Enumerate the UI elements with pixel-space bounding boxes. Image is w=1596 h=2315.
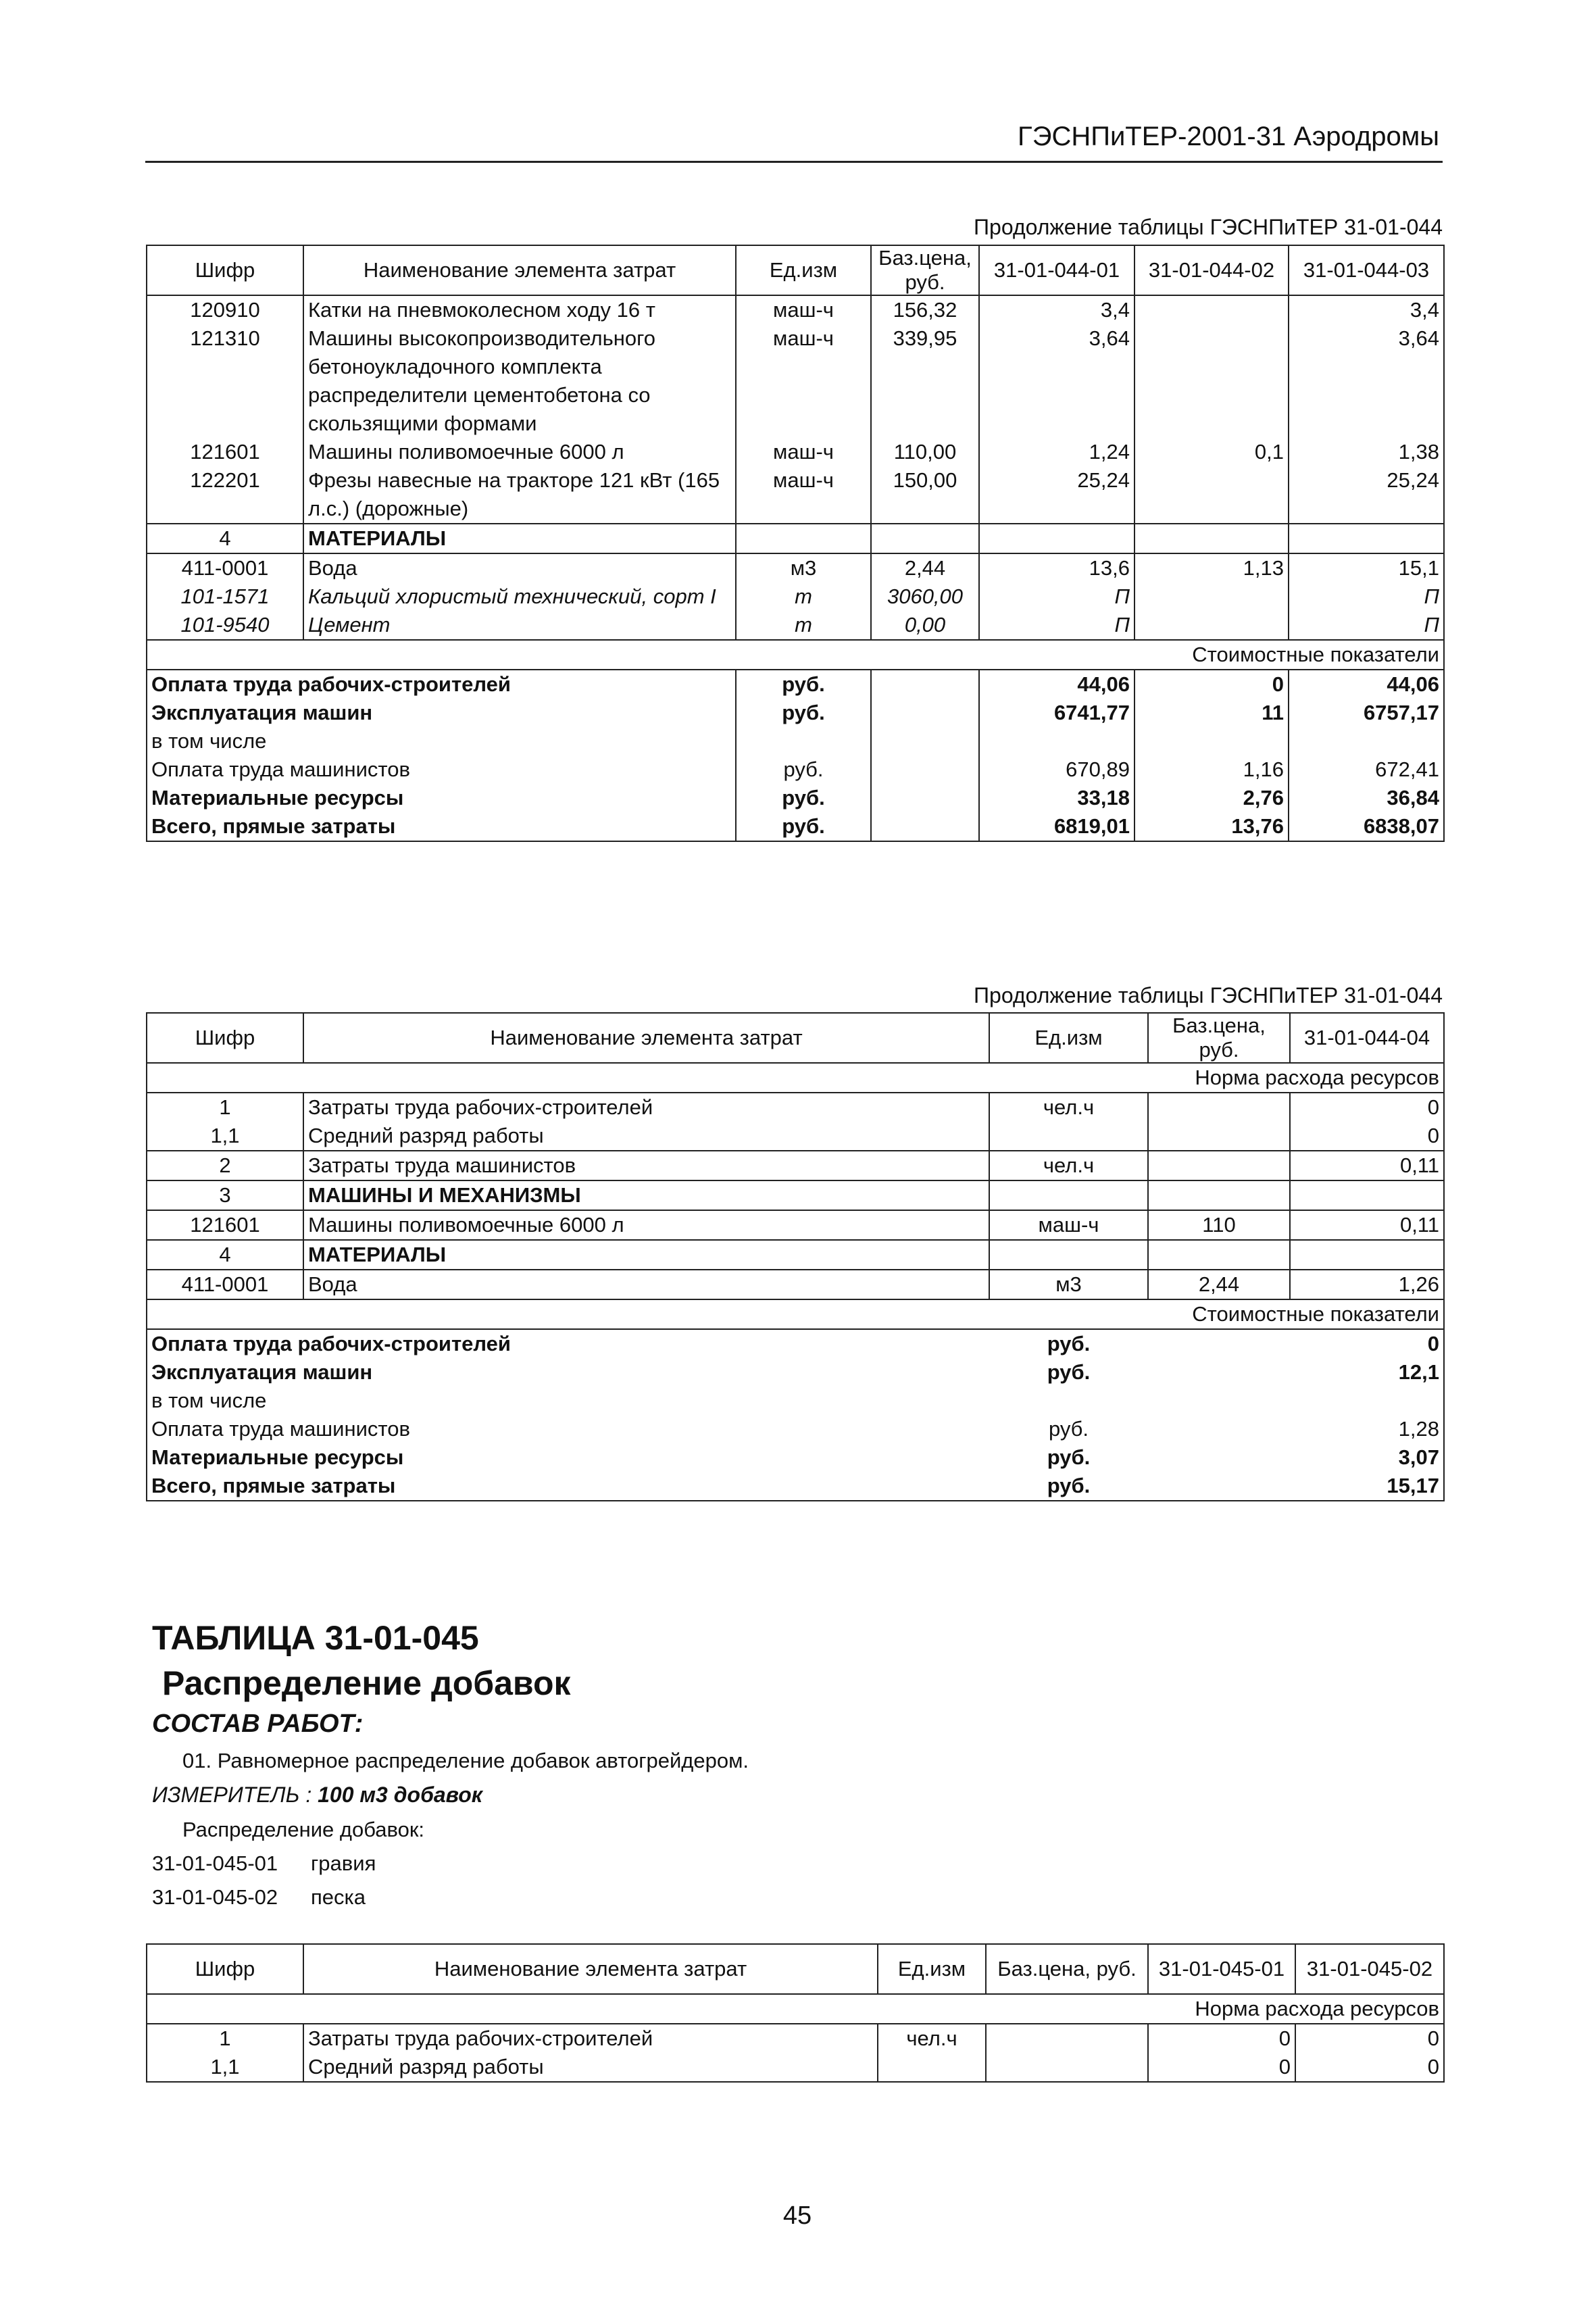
cost-row xyxy=(147,699,1444,727)
norm-label: Норма расхода ресурсов xyxy=(147,1063,1444,1093)
col-header: Баз.цена, руб. xyxy=(1148,1013,1290,1063)
row-price: 0,00 xyxy=(871,611,979,640)
row-price xyxy=(1148,1151,1290,1180)
row-code: 1,1 xyxy=(147,1122,303,1151)
cost-unit: руб. xyxy=(1048,1417,1089,1441)
row-price: 110,00 xyxy=(871,438,979,466)
cost-price xyxy=(1148,1329,1290,1358)
row-unit: маш-ч xyxy=(736,438,871,466)
row-code: 4 xyxy=(147,524,303,553)
row-name: Затраты труда рабочих-строителей xyxy=(303,1093,989,1122)
row-name: Средний разряд работы xyxy=(303,2053,878,2082)
header-rule xyxy=(145,161,1443,163)
col-header: Наименование элемента затрат xyxy=(303,1944,878,1994)
row-value: 0,1 xyxy=(1134,438,1289,466)
row-price xyxy=(871,524,979,553)
cost-row xyxy=(147,727,1444,755)
cost-name: в том числе xyxy=(147,1387,989,1415)
distribution-heading: Распределение добавок: xyxy=(182,1818,425,1841)
row-name: Фрезы навесные на тракторе 121 кВт (165 л.с.) (дорожные) xyxy=(303,466,736,524)
cost-unit: руб. xyxy=(736,784,871,812)
cost-value: 15,17 xyxy=(1290,1472,1444,1501)
norm-label-row xyxy=(147,1063,1444,1093)
cost-name: Материальные ресурсы xyxy=(147,784,736,812)
table2 xyxy=(146,1012,1445,1501)
cost-value: 1,28 xyxy=(1290,1415,1444,1443)
cost-label: Стоимостные показатели xyxy=(147,1299,1444,1329)
variant-item xyxy=(152,1851,376,1876)
row-value: 25,24 xyxy=(1289,466,1444,524)
col-header: 31-01-045-01 xyxy=(1148,1944,1295,1994)
cost-row xyxy=(147,784,1444,812)
cost-name: Эксплуатация машин xyxy=(147,699,736,727)
table-row xyxy=(147,1210,1444,1240)
row-value: 3,4 xyxy=(979,295,1134,324)
row-name: МАТЕРИАЛЫ xyxy=(303,524,736,553)
row-value: 0 xyxy=(1290,1093,1444,1122)
table3 xyxy=(146,1943,1445,2083)
cost-value: 36,84 xyxy=(1289,784,1444,812)
table-row xyxy=(147,295,1444,324)
row-value: 0 xyxy=(1295,2053,1444,2082)
row-price xyxy=(1148,1240,1290,1270)
row-unit xyxy=(736,524,871,553)
row-value: 0 xyxy=(1148,2024,1295,2053)
cost-value xyxy=(1290,1387,1444,1415)
row-value xyxy=(1134,524,1289,553)
table-row xyxy=(147,1240,1444,1270)
row-value xyxy=(1289,524,1444,553)
variant-item xyxy=(152,1885,366,1910)
row-price xyxy=(1148,1180,1290,1210)
col-header: Шифр xyxy=(147,245,303,295)
cost-price xyxy=(871,699,979,727)
cost-value: 11 xyxy=(1134,699,1289,727)
table-row xyxy=(147,438,1444,466)
cost-row xyxy=(147,670,1444,699)
cost-price xyxy=(871,727,979,755)
row-value: 3,64 xyxy=(979,324,1134,438)
col-header: Шифр xyxy=(147,1013,303,1063)
row-unit xyxy=(989,1122,1148,1151)
row-value: 3,64 xyxy=(1289,324,1444,438)
cost-price xyxy=(871,812,979,841)
row-unit: чел.ч xyxy=(878,2024,986,2053)
col-header: Наименование элемента затрат xyxy=(303,245,736,295)
col-header: 31-01-045-02 xyxy=(1295,1944,1444,1994)
col-header: 31-01-044-01 xyxy=(979,245,1134,295)
cost-unit: руб. xyxy=(736,812,871,841)
row-name: Цемент xyxy=(303,611,736,640)
row-value xyxy=(1134,295,1289,324)
cost-unit: руб. xyxy=(1047,1445,1091,1469)
row-value xyxy=(1290,1180,1444,1210)
section-title: ТАБЛИЦА 31-01-045 xyxy=(152,1619,479,1657)
row-value xyxy=(1134,324,1289,438)
cost-row xyxy=(147,1443,1444,1472)
table2-continuation: Продолжение таблицы ГЭСНПиТЕР 31-01-044 xyxy=(974,983,1443,1007)
cost-unit: руб. xyxy=(1047,1360,1091,1384)
izmeritel-label: ИЗМЕРИТЕЛЬ : xyxy=(152,1783,312,1807)
row-unit: маш-ч xyxy=(736,466,871,524)
row-value: П xyxy=(979,611,1134,640)
sostav-heading: СОСТАВ РАБОТ: xyxy=(152,1710,364,1738)
row-code: 411-0001 xyxy=(147,1270,303,1299)
row-code: 2 xyxy=(147,1151,303,1180)
cost-name: Оплата труда машинистов xyxy=(147,755,736,784)
row-price: 150,00 xyxy=(871,466,979,524)
cost-unit: руб. xyxy=(989,1472,1148,1501)
cost-price xyxy=(1148,1443,1290,1472)
cost-value xyxy=(1134,727,1289,755)
row-unit: чел.ч xyxy=(989,1093,1148,1122)
row-value: 1,24 xyxy=(979,438,1134,466)
col-header: Ед.изм xyxy=(989,1013,1148,1063)
cost-row xyxy=(147,755,1444,784)
table-row xyxy=(147,611,1444,640)
row-value xyxy=(1134,582,1289,611)
table1 xyxy=(146,245,1445,842)
page-header: ГЭСНПиТЕР-2001-31 Аэродромы xyxy=(1018,122,1439,151)
row-code: 1 xyxy=(147,1093,303,1122)
cost-value: 0 xyxy=(1290,1329,1444,1358)
cost-price xyxy=(871,670,979,699)
row-value: 1,38 xyxy=(1289,438,1444,466)
row-value xyxy=(1134,611,1289,640)
cost-price xyxy=(1148,1415,1290,1443)
row-code: 101-9540 xyxy=(147,611,303,640)
table1-header-row xyxy=(147,245,1444,295)
row-price xyxy=(986,2024,1148,2053)
cost-unit xyxy=(989,1387,1148,1415)
row-code: 121601 xyxy=(147,1210,303,1240)
row-unit xyxy=(989,1240,1148,1270)
izmeritel-value: 100 м3 добавок xyxy=(318,1783,482,1807)
variant-code: 31-01-045-02 xyxy=(152,1885,278,1909)
row-name: Вода xyxy=(303,1270,989,1299)
row-value: 0 xyxy=(1148,2053,1295,2082)
row-price xyxy=(1148,1122,1290,1151)
row-name: Кальций хлористый технический, сорт I xyxy=(303,582,736,611)
row-price: 3060,00 xyxy=(871,582,979,611)
cost-value: 0 xyxy=(1134,670,1289,699)
cost-price xyxy=(871,784,979,812)
col-header: 31-01-044-04 xyxy=(1290,1013,1444,1063)
cost-row xyxy=(147,1472,1444,1501)
col-header: Ед.изм xyxy=(878,1944,986,1994)
row-name: Затраты труда машинистов xyxy=(303,1151,989,1180)
col-header: Шифр xyxy=(147,1944,303,1994)
row-value: 0,11 xyxy=(1290,1210,1444,1240)
cost-value: 672,41 xyxy=(1289,755,1444,784)
row-code: 1 xyxy=(147,2024,303,2053)
cost-price xyxy=(871,755,979,784)
row-unit xyxy=(989,1180,1148,1210)
row-name: Машины высокопроизводительного бетоноукладочного комплекта распределители цементобетона со скользящими формами xyxy=(303,324,736,438)
row-value: П xyxy=(979,582,1134,611)
cost-label: Стоимостные показатели xyxy=(147,640,1444,670)
col-header: 31-01-044-02 xyxy=(1134,245,1289,295)
row-code: 121601 xyxy=(147,438,303,466)
cost-value: 1,16 xyxy=(1134,755,1289,784)
cost-value: 6741,77 xyxy=(979,699,1134,727)
row-value: 15,1 xyxy=(1289,553,1444,582)
row-unit: маш-ч xyxy=(736,324,871,438)
row-unit: маш-ч xyxy=(736,295,871,324)
row-code: 1,1 xyxy=(147,2053,303,2082)
cost-name: Оплата труда рабочих-строителей xyxy=(147,670,736,699)
cost-row xyxy=(147,812,1444,841)
cost-price xyxy=(1148,1358,1290,1387)
row-price: 2,44 xyxy=(1148,1270,1290,1299)
row-unit: чел.ч xyxy=(989,1151,1148,1180)
cost-row xyxy=(147,1329,1444,1358)
cost-value xyxy=(1289,727,1444,755)
izmeritel xyxy=(152,1783,482,1808)
cost-value: 6838,07 xyxy=(1289,812,1444,841)
row-price: 2,44 xyxy=(871,553,979,582)
row-name: МАТЕРИАЛЫ xyxy=(303,1240,989,1270)
row-price xyxy=(1148,1093,1290,1122)
cost-unit: руб. xyxy=(736,699,871,727)
row-value: П xyxy=(1289,582,1444,611)
col-header: Наименование элемента затрат xyxy=(303,1013,989,1063)
cost-name: Эксплуатация машин xyxy=(147,1358,989,1387)
row-value: 0,11 xyxy=(1290,1151,1444,1180)
row-unit: т xyxy=(736,611,871,640)
table-row xyxy=(147,1122,1444,1151)
cost-price xyxy=(1148,1387,1290,1415)
cost-value: 33,18 xyxy=(979,784,1134,812)
row-name: Средний разряд работы xyxy=(303,1122,989,1151)
row-value: П xyxy=(1289,611,1444,640)
cost-value: 3,07 xyxy=(1290,1443,1444,1472)
table-row xyxy=(147,553,1444,582)
cost-value: 13,76 xyxy=(1134,812,1289,841)
cost-value: 44,06 xyxy=(979,670,1134,699)
row-price xyxy=(986,2053,1148,2082)
row-unit: м3 xyxy=(989,1270,1148,1299)
table-row xyxy=(147,466,1444,524)
cost-unit: руб. xyxy=(1047,1332,1091,1355)
row-code: 120910 xyxy=(147,295,303,324)
row-value: 13,6 xyxy=(979,553,1134,582)
row-name: Затраты труда рабочих-строителей xyxy=(303,2024,878,2053)
row-price: 110 xyxy=(1148,1210,1290,1240)
row-code: 101-1571 xyxy=(147,582,303,611)
row-value xyxy=(979,524,1134,553)
table-row xyxy=(147,2024,1444,2053)
row-name: Катки на пневмоколесном ходу 16 т xyxy=(303,295,736,324)
cost-name: в том числе xyxy=(147,727,736,755)
cost-row xyxy=(147,1358,1444,1387)
row-name: МАШИНЫ И МЕХАНИЗМЫ xyxy=(303,1180,989,1210)
cost-name: Оплата труда машинистов xyxy=(147,1415,989,1443)
cost-name: Всего, прямые затраты xyxy=(147,812,736,841)
row-unit: т xyxy=(736,582,871,611)
page-number: 45 xyxy=(782,2201,812,2230)
cost-row xyxy=(147,1387,1444,1415)
cost-value: 12,1 xyxy=(1290,1358,1444,1387)
cost-name: Оплата труда рабочих-строителей xyxy=(147,1329,989,1358)
row-name: Машины поливомоечные 6000 л xyxy=(303,438,736,466)
cost-unit: руб. xyxy=(736,670,871,699)
table2-header-row xyxy=(147,1013,1444,1063)
row-value: 0 xyxy=(1295,2024,1444,2053)
table-row xyxy=(147,1270,1444,1299)
row-code: 4 xyxy=(147,1240,303,1270)
table-row xyxy=(147,324,1444,438)
row-value: 0 xyxy=(1290,1122,1444,1151)
cost-label-row xyxy=(147,640,1444,670)
table-row xyxy=(147,524,1444,553)
variant-code: 31-01-045-01 xyxy=(152,1851,278,1875)
cost-value: 2,76 xyxy=(1134,784,1289,812)
table-row xyxy=(147,582,1444,611)
row-unit: м3 xyxy=(736,553,871,582)
work-item: 01. Равномерное распределение добавок автогрейдером. xyxy=(182,1749,749,1772)
col-header: 31-01-044-03 xyxy=(1289,245,1444,295)
cost-price xyxy=(1148,1472,1290,1501)
cost-value xyxy=(979,727,1134,755)
variant-name: гравия xyxy=(311,1851,376,1875)
row-code: 3 xyxy=(147,1180,303,1210)
row-code: 122201 xyxy=(147,466,303,524)
cost-name: Всего, прямые затраты xyxy=(147,1472,989,1501)
table-row xyxy=(147,2053,1444,2082)
norm-label: Норма расхода ресурсов xyxy=(147,1994,1444,2024)
cost-value: 6757,17 xyxy=(1289,699,1444,727)
row-value: 1,26 xyxy=(1290,1270,1444,1299)
row-unit: маш-ч xyxy=(989,1210,1148,1240)
row-code: 121310 xyxy=(147,324,303,438)
row-value xyxy=(1290,1240,1444,1270)
table1-continuation: Продолжение таблицы ГЭСНПиТЕР 31-01-044 xyxy=(974,215,1443,239)
row-code: 411-0001 xyxy=(147,553,303,582)
col-header: Баз.цена, руб. xyxy=(871,245,979,295)
cost-label-row xyxy=(147,1299,1444,1329)
cost-unit xyxy=(736,727,871,755)
col-header: Баз.цена, руб. xyxy=(986,1944,1148,1994)
row-name: Вода xyxy=(303,553,736,582)
table-row xyxy=(147,1151,1444,1180)
row-unit xyxy=(878,2053,986,2082)
cost-name: Материальные ресурсы xyxy=(147,1443,989,1472)
col-header: Ед.изм xyxy=(736,245,871,295)
row-price: 156,32 xyxy=(871,295,979,324)
norm-label-row xyxy=(147,1994,1444,2024)
table-row xyxy=(147,1180,1444,1210)
row-name: Машины поливомоечные 6000 л xyxy=(303,1210,989,1240)
row-value: 1,13 xyxy=(1134,553,1289,582)
row-price: 339,95 xyxy=(871,324,979,438)
cost-value: 6819,01 xyxy=(979,812,1134,841)
row-value: 3,4 xyxy=(1289,295,1444,324)
variant-name: песка xyxy=(311,1885,366,1909)
row-value: 25,24 xyxy=(979,466,1134,524)
row-value xyxy=(1134,466,1289,524)
cost-value: 670,89 xyxy=(979,755,1134,784)
table-row xyxy=(147,1093,1444,1122)
table3-header-row xyxy=(147,1944,1444,1994)
section-subtitle: Распределение добавок xyxy=(162,1664,571,1702)
cost-row xyxy=(147,1415,1444,1443)
cost-value: 44,06 xyxy=(1289,670,1444,699)
cost-unit: руб. xyxy=(736,755,871,784)
